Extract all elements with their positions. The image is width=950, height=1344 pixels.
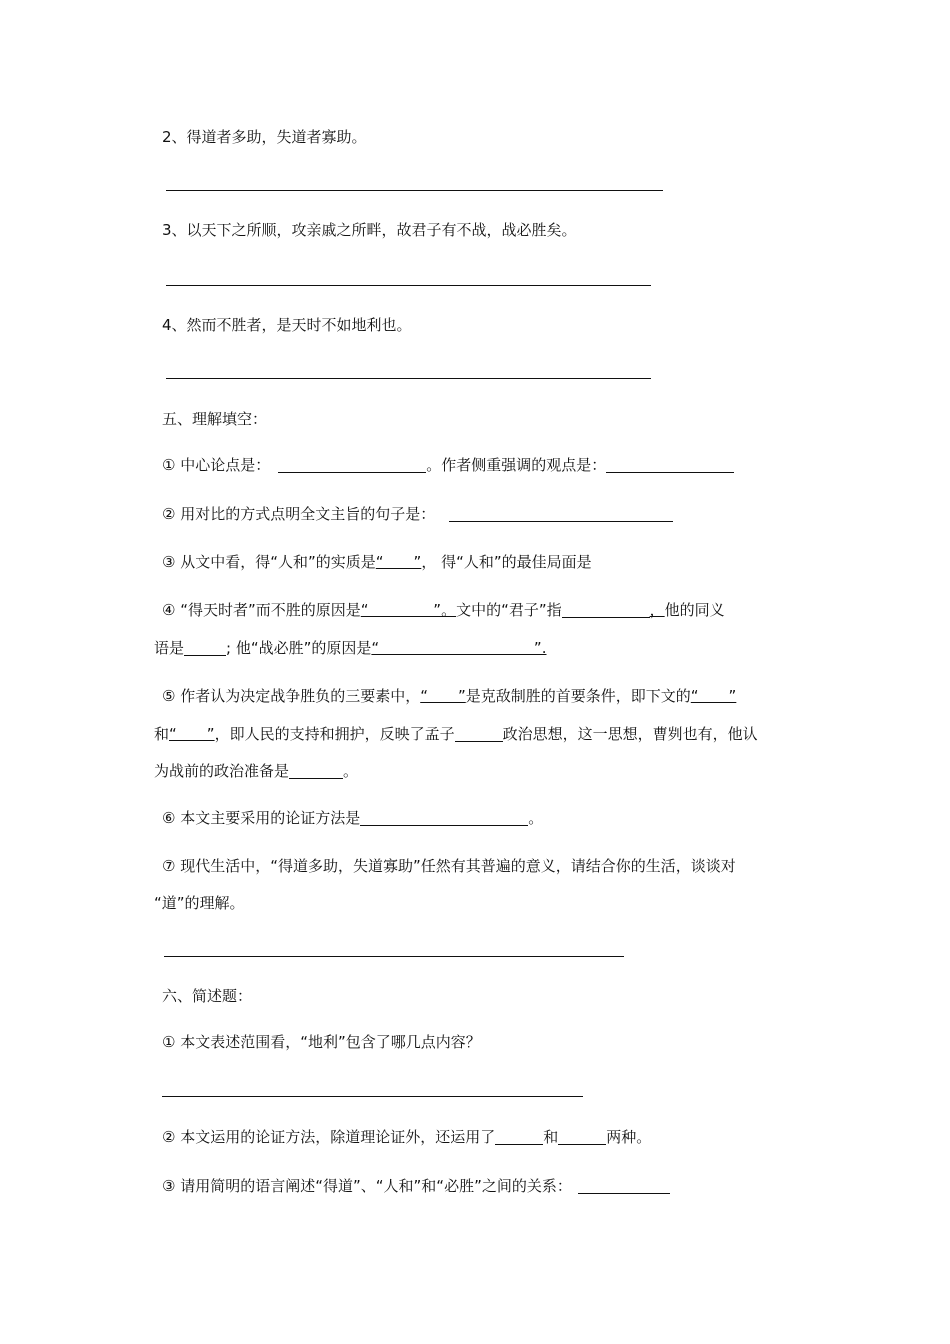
section-6-title: 六、简述题： — [162, 987, 253, 1005]
s5-item-4-text-a: ④ “得天时者”而不胜的原因是 — [162, 601, 361, 619]
s5-item-1-text-b: 。作者侧重强调的观点是： — [426, 456, 607, 474]
question-4: 4、然而不胜者，是天时不如地利也。 — [162, 316, 412, 334]
s5-item-4-blank-2[interactable] — [562, 601, 650, 618]
s6-item-2 — [162, 1127, 651, 1147]
s5-item-5-blank-3[interactable]: “ ” — [169, 725, 215, 743]
s6-item-3-blank[interactable] — [578, 1177, 670, 1194]
s5-item-4-text-e: 他的同义 — [664, 601, 725, 619]
s5-item-6-text-a: ⑥ 本文主要采用的论证方法是 — [162, 809, 361, 827]
answer-line-q2[interactable] — [166, 190, 663, 191]
s5-item-6-text-b: 。 — [528, 809, 544, 827]
s5-item-1-text-a: ① 中心论点是： — [162, 456, 271, 474]
s5-item-1-blank-2[interactable] — [606, 456, 734, 473]
s6-item-2-text-b: 和 — [543, 1128, 559, 1146]
s5-item-3-text-c: ， 得“人和”的最佳局面是 — [421, 553, 592, 571]
s5-item-3 — [162, 552, 592, 572]
s6-item-2-blank-2[interactable] — [558, 1128, 606, 1145]
s5-item-1 — [162, 455, 734, 475]
s5-item-5-text-h: 政治思想，这一思想，曹刿也有，他认 — [502, 725, 758, 743]
s6-item-2-text-a: ② 本文运用的论证方法，除道理论证外，还运用了 — [162, 1128, 496, 1146]
s5-item-4-blank-4[interactable]: “ ”. — [371, 639, 547, 657]
s5-item-4-blank-1[interactable]: “ ”。 — [360, 601, 457, 619]
answer-line-s6-item-1[interactable] — [162, 1096, 583, 1097]
s5-item-4-line-2 — [154, 638, 546, 658]
s6-item-3 — [162, 1176, 670, 1196]
s5-item-4-comma: ， — [649, 601, 665, 619]
s5-item-3-blank[interactable]: “ ” — [375, 553, 422, 571]
s5-item-5-text-e: 和 — [154, 725, 170, 743]
s5-item-6 — [162, 808, 543, 828]
s5-item-5-line-2 — [154, 724, 758, 744]
s5-item-5-blank-5[interactable] — [289, 762, 343, 779]
s5-item-4-text-c: 文中的“君子”指 — [456, 601, 562, 619]
s5-item-4-text-g: ; 他“战必胜”的原因是 — [226, 639, 372, 657]
s5-item-5-text-c: 是克敌制胜的首要条件，即下文的 — [465, 687, 691, 705]
s5-item-5-text-g: ，即人民的支持和拥护，反映了孟子 — [214, 725, 455, 743]
s5-item-7-line-1: ⑦ 现代生活中，“得道多助，失道寡助”任然有其普遍的意义，请结合你的生活，谈谈对 — [162, 857, 736, 875]
s5-item-4-line-1 — [162, 600, 725, 620]
s5-item-7-line-2: “道”的理解。 — [154, 894, 245, 912]
s5-item-1-blank-1[interactable] — [278, 456, 426, 473]
s5-item-2-text-a: ② 用对比的方式点明全文主旨的句子是： — [162, 505, 436, 523]
s6-item-2-blank-1[interactable] — [495, 1128, 543, 1145]
s5-item-5-text-a: ⑤ 作者认为决定战争胜负的三要素中， — [162, 687, 421, 705]
answer-line-q3[interactable] — [166, 285, 651, 286]
s6-item-2-text-c: 两种。 — [606, 1128, 652, 1146]
question-3: 3、以天下之所顺，攻亲戚之所畔，故君子有不战，战必胜矣。 — [162, 221, 577, 239]
answer-line-q4[interactable] — [166, 378, 651, 379]
s5-item-2-blank[interactable] — [449, 505, 673, 522]
s5-item-5-line-1 — [162, 686, 736, 706]
s5-item-4-text-f: 语是 — [154, 639, 185, 657]
s5-item-5-blank-1[interactable]: “ ” — [420, 687, 466, 705]
s6-item-1: ① 本文表述范围看，“地利”包含了哪几点内容？ — [162, 1033, 481, 1051]
s5-item-5-text-j: 。 — [343, 762, 359, 780]
s5-item-6-blank[interactable] — [360, 809, 528, 826]
question-2: 2、得道者多助，失道者寡助。 — [162, 128, 367, 146]
s6-item-3-text-a: ③ 请用简明的语言阐述“得道”、“人和”和“必胜”之间的关系： — [162, 1177, 572, 1195]
s5-item-5-blank-4[interactable] — [455, 725, 503, 742]
section-5-title: 五、理解填空： — [162, 410, 268, 428]
s5-item-5-line-3 — [154, 761, 358, 781]
s5-item-5-blank-2[interactable]: “ ” — [690, 687, 737, 705]
s5-item-3-text-a: ③ 从文中看，得“人和”的实质是 — [162, 553, 376, 571]
s5-item-2 — [162, 504, 673, 524]
answer-line-s5-item-7[interactable] — [164, 956, 624, 957]
s5-item-4-blank-3[interactable] — [184, 639, 226, 656]
s5-item-5-text-i: 为战前的政治准备是 — [154, 762, 290, 780]
